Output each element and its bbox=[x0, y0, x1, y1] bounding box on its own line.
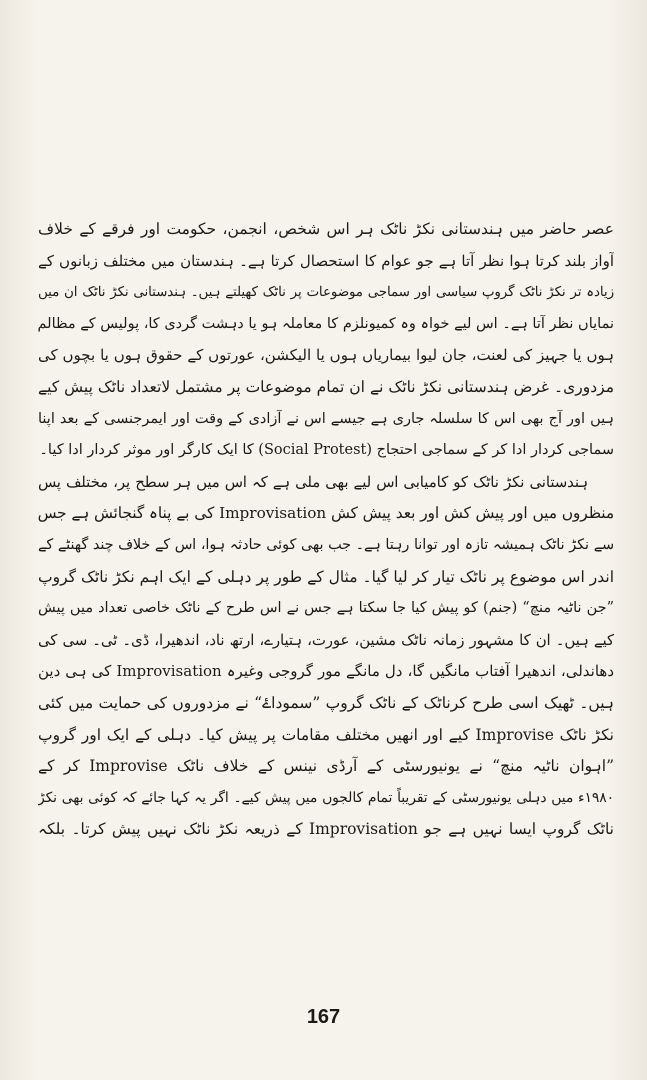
page-text bbox=[38, 214, 614, 846]
text-line: آواز بلند کرتا ہوا نظر آتا ہے جو عوام کا استحصال کرتا ہے۔ ہندستان میں مختلف زبانوں کے bbox=[38, 251, 614, 270]
text-line: مزدوری۔ غرض ہندستانی نکڑ ناٹک نے ان تمام موضوعات پر مشتمل لاتعداد ناٹک پیش کیے bbox=[38, 377, 614, 396]
text-line: عصر حاضر میں ہندستانی نکڑ ناٹک ہر اس شخص، انجمن، حکومت اور فرقے کے خلاف bbox=[38, 220, 614, 238]
text-line: ناٹک گروپ ایسا نہیں ہے جو Improvisation کے ذریعہ نکڑ ناٹک نہیں پیش کرتا۔ بلکہ bbox=[38, 820, 614, 839]
text-line: سے نکڑ ناٹک ہمیشہ تازہ اور توانا رہتا ہے۔ جب بھی کوئی حادثہ ہوا، اس کے خلاف چند گھنٹے کے bbox=[38, 536, 614, 553]
text-line: نکڑ ناٹک Improvise کیے اور انھیں مختلف مقامات پر پیش کیا۔ دہلی کے ایک اور گروپ bbox=[38, 725, 614, 744]
text-line: ”جن ناٹیہ منچ“ (جنم) کو پیش کیا جا سکتا ہے جس نے اس طرح کے ناٹک خاصی تعداد میں پیش bbox=[38, 600, 614, 617]
text-line: اندر اس موضوع پر ناٹک تیار کر لیا گیا۔ مثال کے طور پر دہلی کے ایک اہم نکڑ ناٹک گروپ bbox=[38, 567, 614, 586]
text-line: کیے ہیں۔ ان کا مشہور زمانہ ناٹک مشین، عورت، ہتیارے، ارتھ ناد، اندھیرا، ڈی۔ ٹی۔ سی کی bbox=[38, 631, 614, 649]
text-line: نمایاں نظر آتا ہے۔ اس لیے خواہ وہ کمیونلزم کا معاملہ ہو یا دہشت گردی کا، پولیس کے مظالم bbox=[38, 315, 614, 332]
text-line: ہیں۔ ٹھیک اسی طرح کرناٹک کے ناٹک گروپ ”سموداۓ“ نے مزدوروں کی حمایت میں کئی bbox=[38, 693, 614, 712]
page-number: 167 bbox=[306, 1006, 341, 1028]
text-line: منظروں میں اور پیش کش اور بعد پیش کش Improvisation کی بے پناہ گنجائش ہے جس bbox=[38, 504, 614, 523]
text-line: ”اہوان ناٹیہ منچ“ نے یونیورسٹی کے آرڈی نینس کے خلاف ناٹک Improvise کر کے bbox=[38, 757, 614, 776]
text-line: ۱۹۸۰ء میں دہلی یونیورسٹی کے تقریباً تمام کالجوں میں پیش کیے۔ اگر یہ کہا جائے کہ کوئی بھی نکڑ bbox=[38, 789, 614, 806]
text-line: ہیں اور آج بھی اس کا سلسلہ جاری ہے جیسے اس نے آزادی کے وقت اور ایمرجنسی کے بعد اپنا bbox=[38, 410, 614, 427]
text-line: دھاندلی، اندھیرا آفتاب مانگیں گا، دل مانگے مور گروجی وغیرہ Improvisation کی ہی دین bbox=[38, 662, 614, 681]
text-line: ہوں یا جہیز کی لعنت، جان لیوا بیماریاں ہوں یا الیکشن، عورتوں کے حقوق ہوں یا بچوں کی bbox=[38, 346, 614, 365]
text-line: سماجی کردار ادا کر کے سماجی احتجاج (Social Protest) کا ایک کارگر اور موثر کردار ادا کیا۔ bbox=[39, 442, 614, 459]
text-line: زیادہ تر نکڑ ناٹک گروپ سیاسی اور سماجی موضوعات پر ناٹک کھیلتے ہیں۔ ہندستانی نکڑ ناٹک ان میں bbox=[38, 285, 614, 301]
text-line: ہندستانی نکڑ ناٹک کو کامیابی اس لیے بھی ملی ہے کہ اس میں ہر سطح پر، مختلف پس bbox=[38, 473, 588, 491]
